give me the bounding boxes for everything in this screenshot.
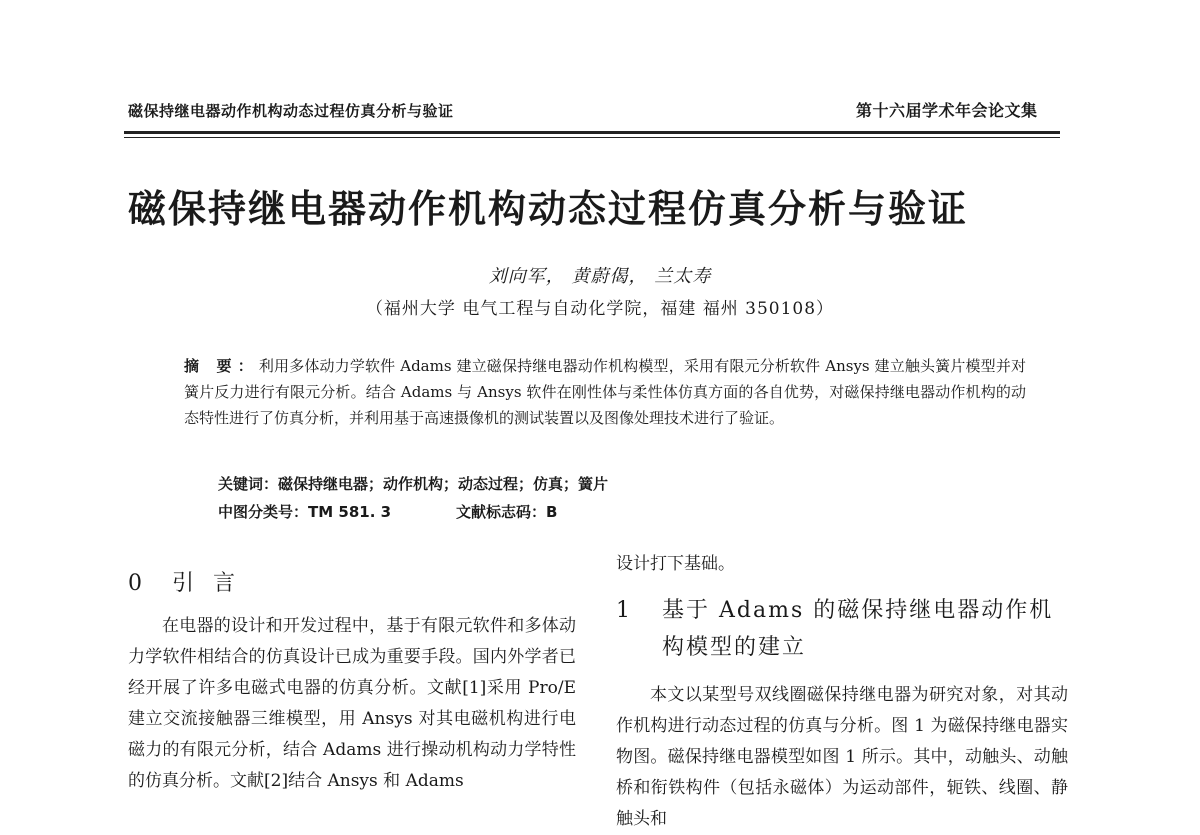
section-0-heading	[128, 566, 241, 597]
running-header-left: 磁保持继电器动作机构动态过程仿真分析与验证	[128, 102, 454, 120]
keywords: 关键词：磁保持继电器；动作机构；动态过程；仿真；簧片	[218, 475, 609, 493]
left-column-body	[128, 611, 576, 797]
abstract-label: 摘 要：	[184, 357, 259, 375]
abstract-text: 利用多体动力学软件 Adams 建立磁保持继电器动作机构模型，采用有限元分析软件 Ansys 建立触头簧片模型并对簧片反力进行有限元分析。结合 Adams 与 Ansys 软件在刚性体与柔性体仿真方面的各自优势，对磁保持继电器动作机构的动态特性进行了仿真分析，并利用基于高速摄像机的测试装置以及图像处理技术进行了验证。	[184, 357, 1026, 427]
section-1-heading	[616, 592, 1068, 666]
section-1-paragraph: 本文以某型号双线圈磁保持继电器为研究对象，对其动作机构进行动态过程的仿真与分析。图 1 为磁保持继电器实物图。磁保持继电器模型如图 1 所示。其中，动触头、动触桥和衔铁构件（包括永磁体）为运动部件，轭铁、线圈、静触头和	[616, 685, 1068, 829]
header-rule-thin	[124, 137, 1060, 138]
section-0-title: 引 言	[172, 571, 241, 596]
document-id-code: 文献标志码：B	[456, 503, 558, 521]
section-1-title: 基于 Adams 的磁保持继电器动作机构模型的建立	[662, 598, 1054, 660]
class-number: 中图分类号：TM 581. 3	[218, 503, 392, 521]
paper-title: 磁保持继电器动作机构动态过程仿真分析与验证	[128, 187, 969, 231]
running-header-right: 第十六届学术年会论文集	[856, 101, 1038, 120]
section-0-number: 0	[128, 571, 148, 596]
affiliation: （福州大学 电气工程与自动化学院，福建 福州 350108）	[365, 299, 835, 319]
abstract	[184, 353, 1026, 431]
header-rule-thick	[124, 131, 1060, 134]
intro-paragraph: 在电器的设计和开发过程中，基于有限元软件和多体动力学软件相结合的仿真设计已成为重要手段。国内外学者已经开展了许多电磁式电器的仿真分析。文献[1]采用 Pro/E 建立交流接触器三维模型，用 Ansys 对其电磁机构进行电磁力的有限元分析，结合 Adams 进行操动机构动力学特性的仿真分析。文献[2]结合 Ansys 和 Adams	[128, 616, 576, 791]
authors: 刘向军， 黄蔚偈， 兰太寿	[488, 266, 712, 287]
right-column-continuation: 设计打下基础。	[616, 554, 735, 574]
section-1-number: 1	[616, 598, 632, 623]
right-column-body	[616, 680, 1068, 835]
